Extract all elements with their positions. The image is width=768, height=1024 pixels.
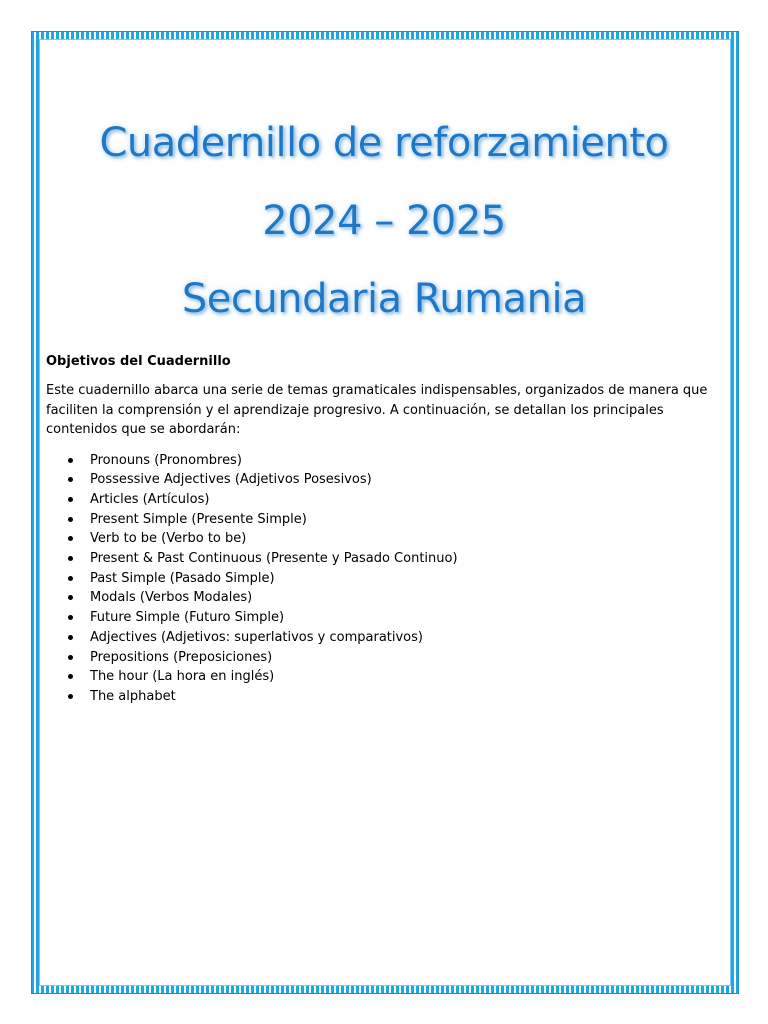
topic-item: Verb to be (Verbo to be) — [46, 529, 726, 549]
topic-item: Past Simple (Pasado Simple) — [46, 569, 726, 589]
cover-title — [40, 104, 728, 338]
topic-item: Pronouns (Pronombres) — [46, 451, 726, 471]
topic-item: Possessive Adjectives (Adjetivos Posesivos) — [46, 470, 726, 490]
topic-item: The hour (La hora en inglés) — [46, 667, 726, 687]
title-line-years: 2024 – 2025 — [262, 198, 506, 244]
topic-item: Modals (Verbos Modales) — [46, 588, 726, 608]
topic-item: Future Simple (Futuro Simple) — [46, 608, 726, 628]
topic-item: The alphabet — [46, 687, 726, 707]
title-line-1: Cuadernillo de reforzamiento — [99, 120, 669, 166]
topics-list — [46, 451, 726, 707]
title-line-school: Secundaria Rumania — [181, 276, 587, 322]
objectives-heading: Objetivos del Cuadernillo — [46, 354, 231, 369]
topic-item: Articles (Artículos) — [46, 490, 726, 510]
objectives-intro: Este cuadernillo abarca una serie de temas gramaticales indispensables, organizados de manera que faciliten la comprensión y el aprendizaje progresivo. A continuación, se detallan los principales contenidos que se abordarán: — [46, 383, 708, 437]
topic-item: Adjectives (Adjetivos: superlativos y comparativos) — [46, 628, 726, 648]
topic-item: Prepositions (Preposiciones) — [46, 648, 726, 668]
objectives-section — [46, 352, 726, 707]
topic-item: Present & Past Continuous (Presente y Pasado Continuo) — [46, 549, 726, 569]
topic-item: Present Simple (Presente Simple) — [46, 510, 726, 530]
